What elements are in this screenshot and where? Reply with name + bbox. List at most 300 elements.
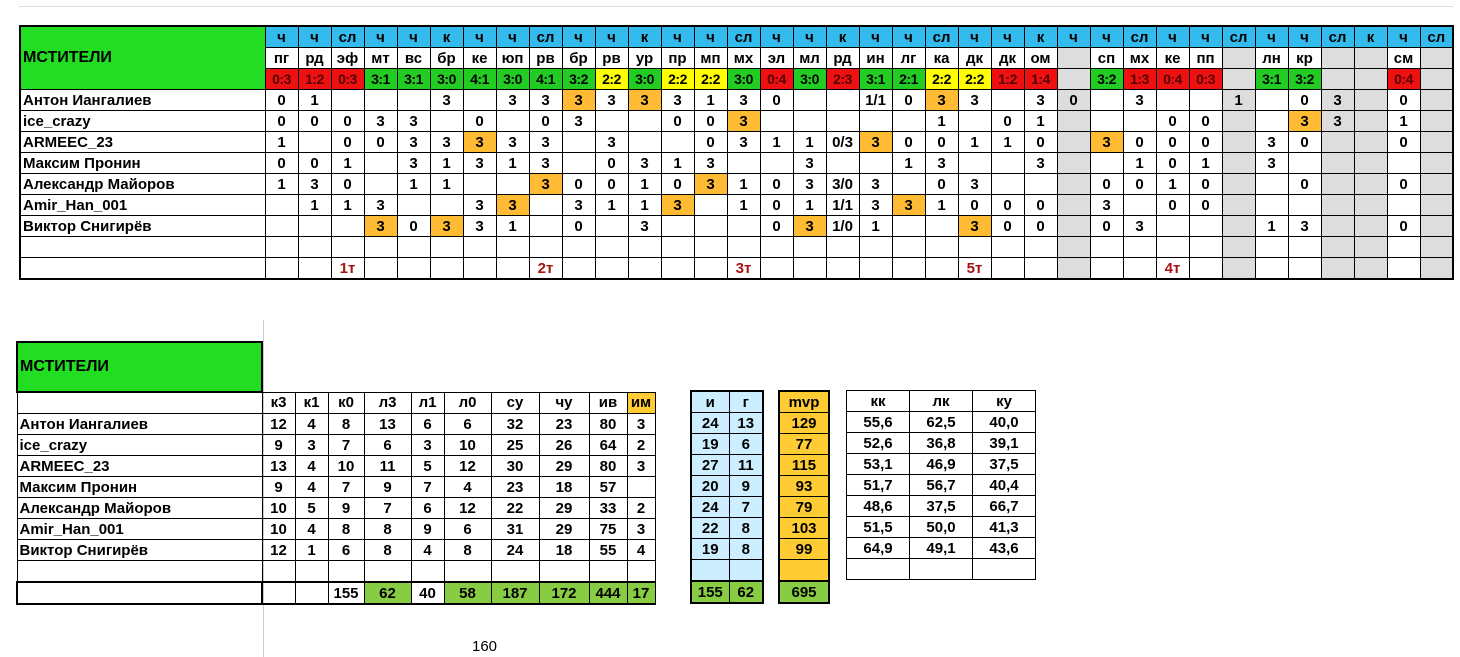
stat-value: 29 bbox=[539, 456, 589, 477]
mvp-value: 115 bbox=[779, 455, 829, 476]
ig-value: 11 bbox=[729, 455, 763, 476]
ig-value: 22 bbox=[691, 518, 729, 539]
player-score bbox=[298, 216, 331, 237]
empty-cell bbox=[779, 560, 829, 582]
opponent-code: мп bbox=[694, 48, 727, 69]
empty-cell bbox=[793, 237, 826, 258]
player-score: 0 bbox=[331, 111, 364, 132]
empty-cell bbox=[859, 237, 892, 258]
player-score: 0 bbox=[892, 90, 925, 111]
stat-value: 9 bbox=[411, 519, 444, 540]
stat-value: 55 bbox=[589, 540, 627, 561]
player-score: 0 bbox=[694, 111, 727, 132]
player-score bbox=[1057, 111, 1090, 132]
player-score: 3 bbox=[1288, 111, 1321, 132]
player-score bbox=[1189, 90, 1222, 111]
kk-value: 36,8 bbox=[910, 433, 973, 454]
player-score: 0/3 bbox=[826, 132, 859, 153]
round-letter: ч bbox=[1387, 26, 1420, 48]
empty-cell bbox=[265, 237, 298, 258]
empty-cell bbox=[1321, 258, 1354, 280]
opponent-code: рд bbox=[298, 48, 331, 69]
player-name: ARMEEC_23 bbox=[20, 132, 265, 153]
player-row bbox=[17, 540, 655, 561]
player-score bbox=[463, 90, 496, 111]
player-name: Максим Пронин bbox=[17, 477, 262, 498]
stat-value: 9 bbox=[328, 498, 364, 519]
table-row bbox=[691, 455, 763, 476]
team-name: МСТИТЕЛИ bbox=[20, 26, 265, 90]
player-score: 0 bbox=[1387, 174, 1420, 195]
opponent-code: дк bbox=[991, 48, 1024, 69]
player-score bbox=[1057, 216, 1090, 237]
stat-value: 30 bbox=[491, 456, 539, 477]
player-score: 3 bbox=[1288, 216, 1321, 237]
stat-value: 80 bbox=[589, 414, 627, 435]
empty-cell bbox=[1255, 258, 1288, 280]
player-score: 3 bbox=[1255, 132, 1288, 153]
empty-cell bbox=[595, 258, 628, 280]
player-score bbox=[1057, 195, 1090, 216]
empty-cell bbox=[562, 258, 595, 280]
round-letter: ч bbox=[793, 26, 826, 48]
player-score bbox=[463, 174, 496, 195]
player-name: Виктор Снигирёв bbox=[17, 540, 262, 561]
player-score bbox=[562, 153, 595, 174]
empty-cell bbox=[1123, 258, 1156, 280]
player-score: 0 bbox=[694, 132, 727, 153]
player-score bbox=[265, 195, 298, 216]
player-score bbox=[1321, 216, 1354, 237]
opponent-code: рв bbox=[529, 48, 562, 69]
empty-cell bbox=[595, 237, 628, 258]
opponent-code: ур bbox=[628, 48, 661, 69]
player-score: 0 bbox=[1156, 195, 1189, 216]
player-score: 3 bbox=[1090, 195, 1123, 216]
player-score: 0 bbox=[661, 111, 694, 132]
round-letter: ч bbox=[463, 26, 496, 48]
round-letter: сл bbox=[1222, 26, 1255, 48]
player-score: 3 bbox=[793, 174, 826, 195]
player-score: 3 bbox=[1123, 216, 1156, 237]
tour-label: 4т bbox=[1156, 258, 1189, 280]
opponent-code: бр bbox=[430, 48, 463, 69]
mvp-value: 103 bbox=[779, 518, 829, 539]
empty-cell bbox=[1156, 237, 1189, 258]
player-score bbox=[1354, 111, 1387, 132]
player-score bbox=[1321, 174, 1354, 195]
player-score: 3 bbox=[496, 132, 529, 153]
empty-cell bbox=[910, 559, 973, 580]
player-score: 0 bbox=[991, 111, 1024, 132]
stat-value: 4 bbox=[295, 414, 328, 435]
player-score bbox=[859, 111, 892, 132]
empty-cell bbox=[463, 237, 496, 258]
player-row bbox=[20, 195, 1453, 216]
stat-value: 10 bbox=[262, 519, 295, 540]
player-row bbox=[20, 132, 1453, 153]
header-row bbox=[691, 391, 763, 413]
stat-value: 10 bbox=[444, 435, 491, 456]
player-score: 0 bbox=[463, 111, 496, 132]
match-result: 3:2 bbox=[562, 69, 595, 90]
empty-cell bbox=[991, 258, 1024, 280]
empty-cell bbox=[17, 561, 262, 583]
empty-cell bbox=[295, 342, 328, 392]
kk-value: 51,7 bbox=[847, 475, 910, 496]
player-score bbox=[694, 195, 727, 216]
empty-cell bbox=[496, 258, 529, 280]
stat-value: 3 bbox=[295, 435, 328, 456]
player-score: 1 bbox=[1255, 216, 1288, 237]
round-letter: ч bbox=[1156, 26, 1189, 48]
empty-cell bbox=[20, 258, 265, 280]
player-score: 0 bbox=[925, 174, 958, 195]
player-score: 3 bbox=[694, 153, 727, 174]
player-score: 3 bbox=[364, 216, 397, 237]
match-result: 3:0 bbox=[628, 69, 661, 90]
stat-value: 4 bbox=[295, 519, 328, 540]
player-score bbox=[1255, 90, 1288, 111]
player-score bbox=[1354, 153, 1387, 174]
player-score bbox=[364, 153, 397, 174]
player-score bbox=[397, 195, 430, 216]
player-score: 0 bbox=[661, 174, 694, 195]
empty-cell bbox=[20, 237, 265, 258]
ig-value: 9 bbox=[729, 476, 763, 497]
empty-cell bbox=[826, 258, 859, 280]
player-score: 3 bbox=[463, 153, 496, 174]
player-score bbox=[562, 132, 595, 153]
round-letter: сл bbox=[925, 26, 958, 48]
player-score bbox=[793, 90, 826, 111]
round-letter: ч bbox=[1090, 26, 1123, 48]
player-score: 3 bbox=[1255, 153, 1288, 174]
empty-cell bbox=[1420, 258, 1453, 280]
empty-cell bbox=[1024, 237, 1057, 258]
player-score bbox=[1420, 195, 1453, 216]
player-score: 3 bbox=[595, 132, 628, 153]
player-score bbox=[1156, 216, 1189, 237]
round-letter: ч bbox=[265, 26, 298, 48]
player-score: 0 bbox=[562, 174, 595, 195]
opponent-code bbox=[1420, 48, 1453, 69]
player-score bbox=[1288, 195, 1321, 216]
ig-header: и bbox=[691, 391, 729, 413]
opponent-code: пр bbox=[661, 48, 694, 69]
player-score: 0 bbox=[991, 216, 1024, 237]
kk-header: лк bbox=[910, 391, 973, 412]
player-score: 3 bbox=[529, 90, 562, 111]
empty-row bbox=[691, 560, 763, 582]
empty-cell bbox=[1255, 237, 1288, 258]
player-score: 1 bbox=[958, 132, 991, 153]
player-score: 0 bbox=[1156, 153, 1189, 174]
player-score: 3 bbox=[1123, 90, 1156, 111]
mvp-value: 79 bbox=[779, 497, 829, 518]
letters-row bbox=[20, 26, 1453, 48]
player-score: 3 bbox=[1090, 132, 1123, 153]
header-row bbox=[17, 392, 655, 414]
stats-header: л0 bbox=[444, 392, 491, 414]
stat-value: 4 bbox=[295, 456, 328, 477]
player-score bbox=[1222, 153, 1255, 174]
ig-value: 24 bbox=[691, 497, 729, 518]
player-score: 0 bbox=[1090, 216, 1123, 237]
player-name: ice_crazy bbox=[17, 435, 262, 456]
round-letter: к bbox=[430, 26, 463, 48]
player-score: 3 bbox=[793, 216, 826, 237]
empty-cell bbox=[991, 237, 1024, 258]
round-letter: ч bbox=[694, 26, 727, 48]
player-score bbox=[1123, 111, 1156, 132]
stat-value: 3 bbox=[627, 519, 655, 540]
empty-cell bbox=[364, 342, 411, 392]
stat-total: 444 bbox=[589, 582, 627, 604]
player-score: 0 bbox=[1387, 216, 1420, 237]
empty-cell bbox=[925, 237, 958, 258]
player-score: 1 bbox=[760, 132, 793, 153]
empty-cell bbox=[298, 258, 331, 280]
stat-value: 10 bbox=[328, 456, 364, 477]
ig-value: 27 bbox=[691, 455, 729, 476]
player-score: 1/1 bbox=[826, 195, 859, 216]
player-score: 3 bbox=[628, 216, 661, 237]
player-score bbox=[1321, 153, 1354, 174]
match-result bbox=[1420, 69, 1453, 90]
round-letter: ч bbox=[991, 26, 1024, 48]
table-row bbox=[691, 497, 763, 518]
stat-value: 6 bbox=[411, 498, 444, 519]
player-score bbox=[331, 216, 364, 237]
stat-value: 80 bbox=[589, 456, 627, 477]
player-score: 0 bbox=[265, 153, 298, 174]
player-score bbox=[1288, 153, 1321, 174]
round-letter: ч bbox=[760, 26, 793, 48]
player-score: 1 bbox=[430, 153, 463, 174]
round-letter: ч bbox=[397, 26, 430, 48]
empty-cell bbox=[1288, 258, 1321, 280]
stat-value: 6 bbox=[328, 540, 364, 561]
player-score bbox=[991, 174, 1024, 195]
stats-header: ив bbox=[589, 392, 627, 414]
opponent-code: лн bbox=[1255, 48, 1288, 69]
opponent-code: рд bbox=[826, 48, 859, 69]
player-score: 3 bbox=[529, 132, 562, 153]
empty-cell bbox=[1222, 258, 1255, 280]
player-score: 0 bbox=[331, 174, 364, 195]
table-row bbox=[779, 455, 829, 476]
mvp-total: 695 bbox=[779, 581, 829, 603]
empty-cell bbox=[694, 258, 727, 280]
player-score: 0 bbox=[265, 90, 298, 111]
stat-value: 9 bbox=[364, 477, 411, 498]
empty-cell bbox=[1222, 237, 1255, 258]
kk-value: 55,6 bbox=[847, 412, 910, 433]
player-score: 1 bbox=[595, 195, 628, 216]
player-score bbox=[661, 132, 694, 153]
empty-cell bbox=[793, 258, 826, 280]
player-name: ice_crazy bbox=[20, 111, 265, 132]
player-name: Amir_Han_001 bbox=[20, 195, 265, 216]
player-score: 3 bbox=[595, 90, 628, 111]
player-score: 1 bbox=[496, 153, 529, 174]
totals-row bbox=[779, 581, 829, 603]
player-score: 1/1 bbox=[859, 90, 892, 111]
player-score bbox=[892, 111, 925, 132]
player-score: 3 bbox=[958, 216, 991, 237]
empty-cell bbox=[727, 237, 760, 258]
player-score bbox=[1090, 90, 1123, 111]
kk-value: 41,3 bbox=[973, 517, 1036, 538]
empty-cell bbox=[444, 342, 491, 392]
player-score: 3 bbox=[727, 132, 760, 153]
header-row bbox=[847, 391, 1036, 412]
player-score: 3 bbox=[925, 153, 958, 174]
player-score: 0 bbox=[892, 132, 925, 153]
player-score: 3 bbox=[1321, 111, 1354, 132]
opponent-code: ке bbox=[1156, 48, 1189, 69]
player-score: 3 bbox=[628, 153, 661, 174]
stat-total bbox=[295, 582, 328, 604]
player-score bbox=[331, 90, 364, 111]
empty-cell bbox=[627, 342, 655, 392]
match-result: 0:3 bbox=[1189, 69, 1222, 90]
player-score: 0 bbox=[760, 90, 793, 111]
kk-value: 40,0 bbox=[973, 412, 1036, 433]
kk-value: 56,7 bbox=[910, 475, 973, 496]
player-score bbox=[1057, 132, 1090, 153]
player-score: 1 bbox=[628, 195, 661, 216]
stats-table bbox=[16, 341, 656, 605]
player-score: 0 bbox=[1156, 111, 1189, 132]
stats-header: чу bbox=[539, 392, 589, 414]
player-score: 1 bbox=[298, 195, 331, 216]
empty-cell bbox=[331, 237, 364, 258]
match-result: 3:0 bbox=[496, 69, 529, 90]
round-letter: ч bbox=[661, 26, 694, 48]
stat-value: 8 bbox=[328, 414, 364, 435]
empty-cell bbox=[364, 237, 397, 258]
match-result bbox=[1354, 69, 1387, 90]
table-row bbox=[779, 518, 829, 539]
stat-value: 7 bbox=[411, 477, 444, 498]
match-result: 3:0 bbox=[727, 69, 760, 90]
empty-cell bbox=[1024, 258, 1057, 280]
player-score: 1 bbox=[925, 111, 958, 132]
player-score: 0 bbox=[1123, 132, 1156, 153]
player-score bbox=[1354, 174, 1387, 195]
player-score bbox=[1222, 174, 1255, 195]
match-result: 4:1 bbox=[463, 69, 496, 90]
ig-value: 6 bbox=[729, 434, 763, 455]
team-row bbox=[17, 342, 655, 392]
stat-value: 4 bbox=[295, 477, 328, 498]
empty-cell bbox=[628, 258, 661, 280]
player-score: 3 bbox=[463, 195, 496, 216]
stat-total: 155 bbox=[328, 582, 364, 604]
player-score: 0 bbox=[1156, 132, 1189, 153]
empty-cell bbox=[295, 561, 328, 583]
round-letter: ч bbox=[1255, 26, 1288, 48]
kk-value: 43,6 bbox=[973, 538, 1036, 559]
player-score: 0 bbox=[1024, 216, 1057, 237]
player-score bbox=[496, 174, 529, 195]
player-score: 3 bbox=[397, 132, 430, 153]
stat-value: 2 bbox=[627, 435, 655, 456]
player-score bbox=[1420, 111, 1453, 132]
match-result: 3:0 bbox=[793, 69, 826, 90]
empty-cell bbox=[892, 237, 925, 258]
empty-cell bbox=[1387, 237, 1420, 258]
round-letter: ч bbox=[859, 26, 892, 48]
ig-total: 155 bbox=[691, 581, 729, 603]
player-score bbox=[1024, 174, 1057, 195]
table-row bbox=[847, 454, 1036, 475]
opponent-code bbox=[1222, 48, 1255, 69]
player-score: 3 bbox=[397, 153, 430, 174]
empty-cell bbox=[262, 342, 295, 392]
empty-cell bbox=[973, 559, 1036, 580]
stat-value: 23 bbox=[491, 477, 539, 498]
match-result: 2:1 bbox=[892, 69, 925, 90]
player-score bbox=[1222, 195, 1255, 216]
match-result: 3:1 bbox=[1255, 69, 1288, 90]
player-score bbox=[430, 111, 463, 132]
player-score: 0 bbox=[364, 132, 397, 153]
player-name: Максим Пронин bbox=[20, 153, 265, 174]
opponent-code: дк bbox=[958, 48, 991, 69]
player-score bbox=[1387, 195, 1420, 216]
empty-cell bbox=[925, 258, 958, 280]
player-score bbox=[595, 216, 628, 237]
player-score: 1 bbox=[793, 132, 826, 153]
player-score: 0 bbox=[760, 195, 793, 216]
empty-cell bbox=[694, 237, 727, 258]
empty-cell bbox=[539, 561, 589, 583]
empty-cell bbox=[892, 258, 925, 280]
player-name: Виктор Снигирёв bbox=[20, 216, 265, 237]
player-score bbox=[1222, 216, 1255, 237]
ig-value: 20 bbox=[691, 476, 729, 497]
empty-cell bbox=[496, 237, 529, 258]
player-score: 0 bbox=[1123, 174, 1156, 195]
player-score: 3 bbox=[694, 174, 727, 195]
player-score: 0 bbox=[529, 111, 562, 132]
table-row bbox=[691, 434, 763, 455]
player-score bbox=[1420, 174, 1453, 195]
kk-header: ку bbox=[973, 391, 1036, 412]
stats-header: к0 bbox=[328, 392, 364, 414]
player-score: 0 bbox=[1057, 90, 1090, 111]
player-score: 0 bbox=[1288, 174, 1321, 195]
player-score bbox=[529, 195, 562, 216]
player-score: 3 bbox=[463, 132, 496, 153]
player-row bbox=[17, 414, 655, 435]
stat-value: 64 bbox=[589, 435, 627, 456]
mvp-value: 99 bbox=[779, 539, 829, 560]
opponent-code: сп bbox=[1090, 48, 1123, 69]
match-result: 2:2 bbox=[661, 69, 694, 90]
match-result: 1:2 bbox=[991, 69, 1024, 90]
stat-value: 75 bbox=[589, 519, 627, 540]
player-score: 0 bbox=[595, 153, 628, 174]
stat-value: 33 bbox=[589, 498, 627, 519]
player-score bbox=[826, 90, 859, 111]
player-score: 3 bbox=[859, 195, 892, 216]
player-score bbox=[1321, 132, 1354, 153]
match-result: 0:4 bbox=[1387, 69, 1420, 90]
